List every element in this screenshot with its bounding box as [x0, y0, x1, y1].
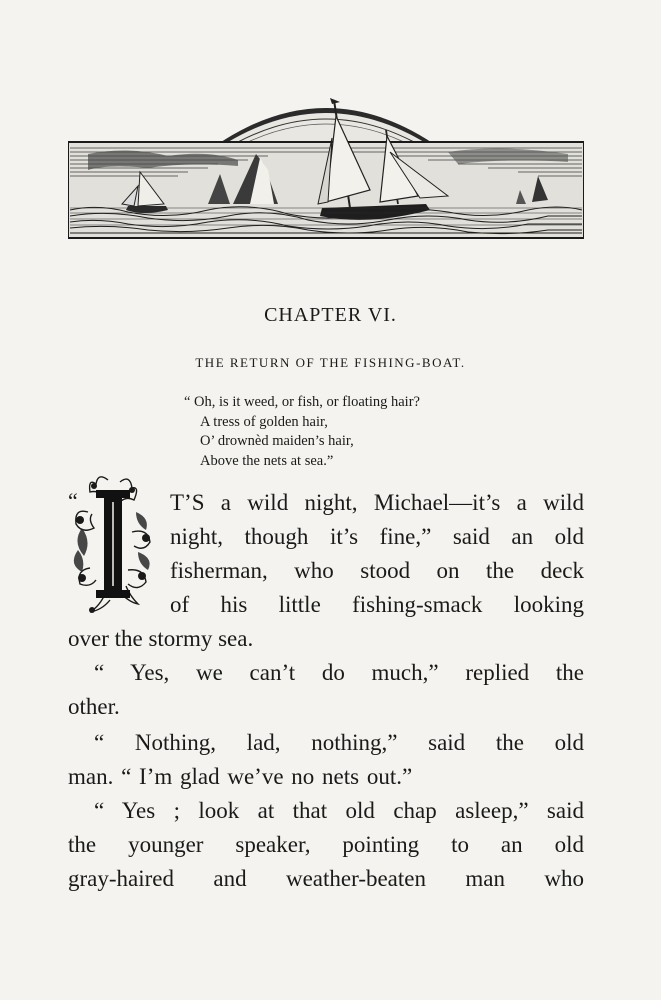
epigraph-line: O’ drownèd maiden’s hair, — [200, 433, 354, 449]
chapter-subtitle: THE RETURN OF THE FISHING-BOAT. — [195, 355, 466, 370]
body-line: “ Yes ; look at that old chap asleep,” said — [94, 798, 584, 823]
body-line: “ Yes, we can’t do much,” replied the — [94, 660, 584, 685]
ship-engraving-headpiece — [68, 92, 584, 240]
body-line: man. “ I’m glad we’ve no nets out.” — [68, 764, 413, 789]
body-line: of his little fishing-smack looking — [170, 592, 584, 617]
ornamental-drop-cap — [68, 472, 160, 618]
epigraph-line: “ Oh, is it weed, or fish, or floating hair? — [184, 394, 420, 410]
body-line: other. — [68, 694, 120, 719]
body-line: T’S a wild night, Michael—it’s a wild — [170, 490, 584, 515]
body-line: the younger speaker, pointing to an old — [68, 832, 584, 857]
epigraph-line: A tress of golden hair, — [200, 413, 328, 430]
body-line: gray-haired and weather-beaten man who — [68, 866, 584, 891]
body-line: over the stormy sea. — [68, 626, 254, 651]
epigraph-line: Above the nets at sea.” — [200, 452, 334, 469]
body-line: fisherman, who stood on the deck — [170, 558, 584, 583]
epigraph — [184, 393, 420, 471]
body-line: night, though it’s fine,” said an old — [170, 524, 584, 549]
body-line: “ Nothing, lad, nothing,” said the old — [94, 730, 584, 755]
dropcap-open-quote: “ — [68, 488, 78, 513]
chapter-title: CHAPTER VI. — [264, 304, 397, 326]
